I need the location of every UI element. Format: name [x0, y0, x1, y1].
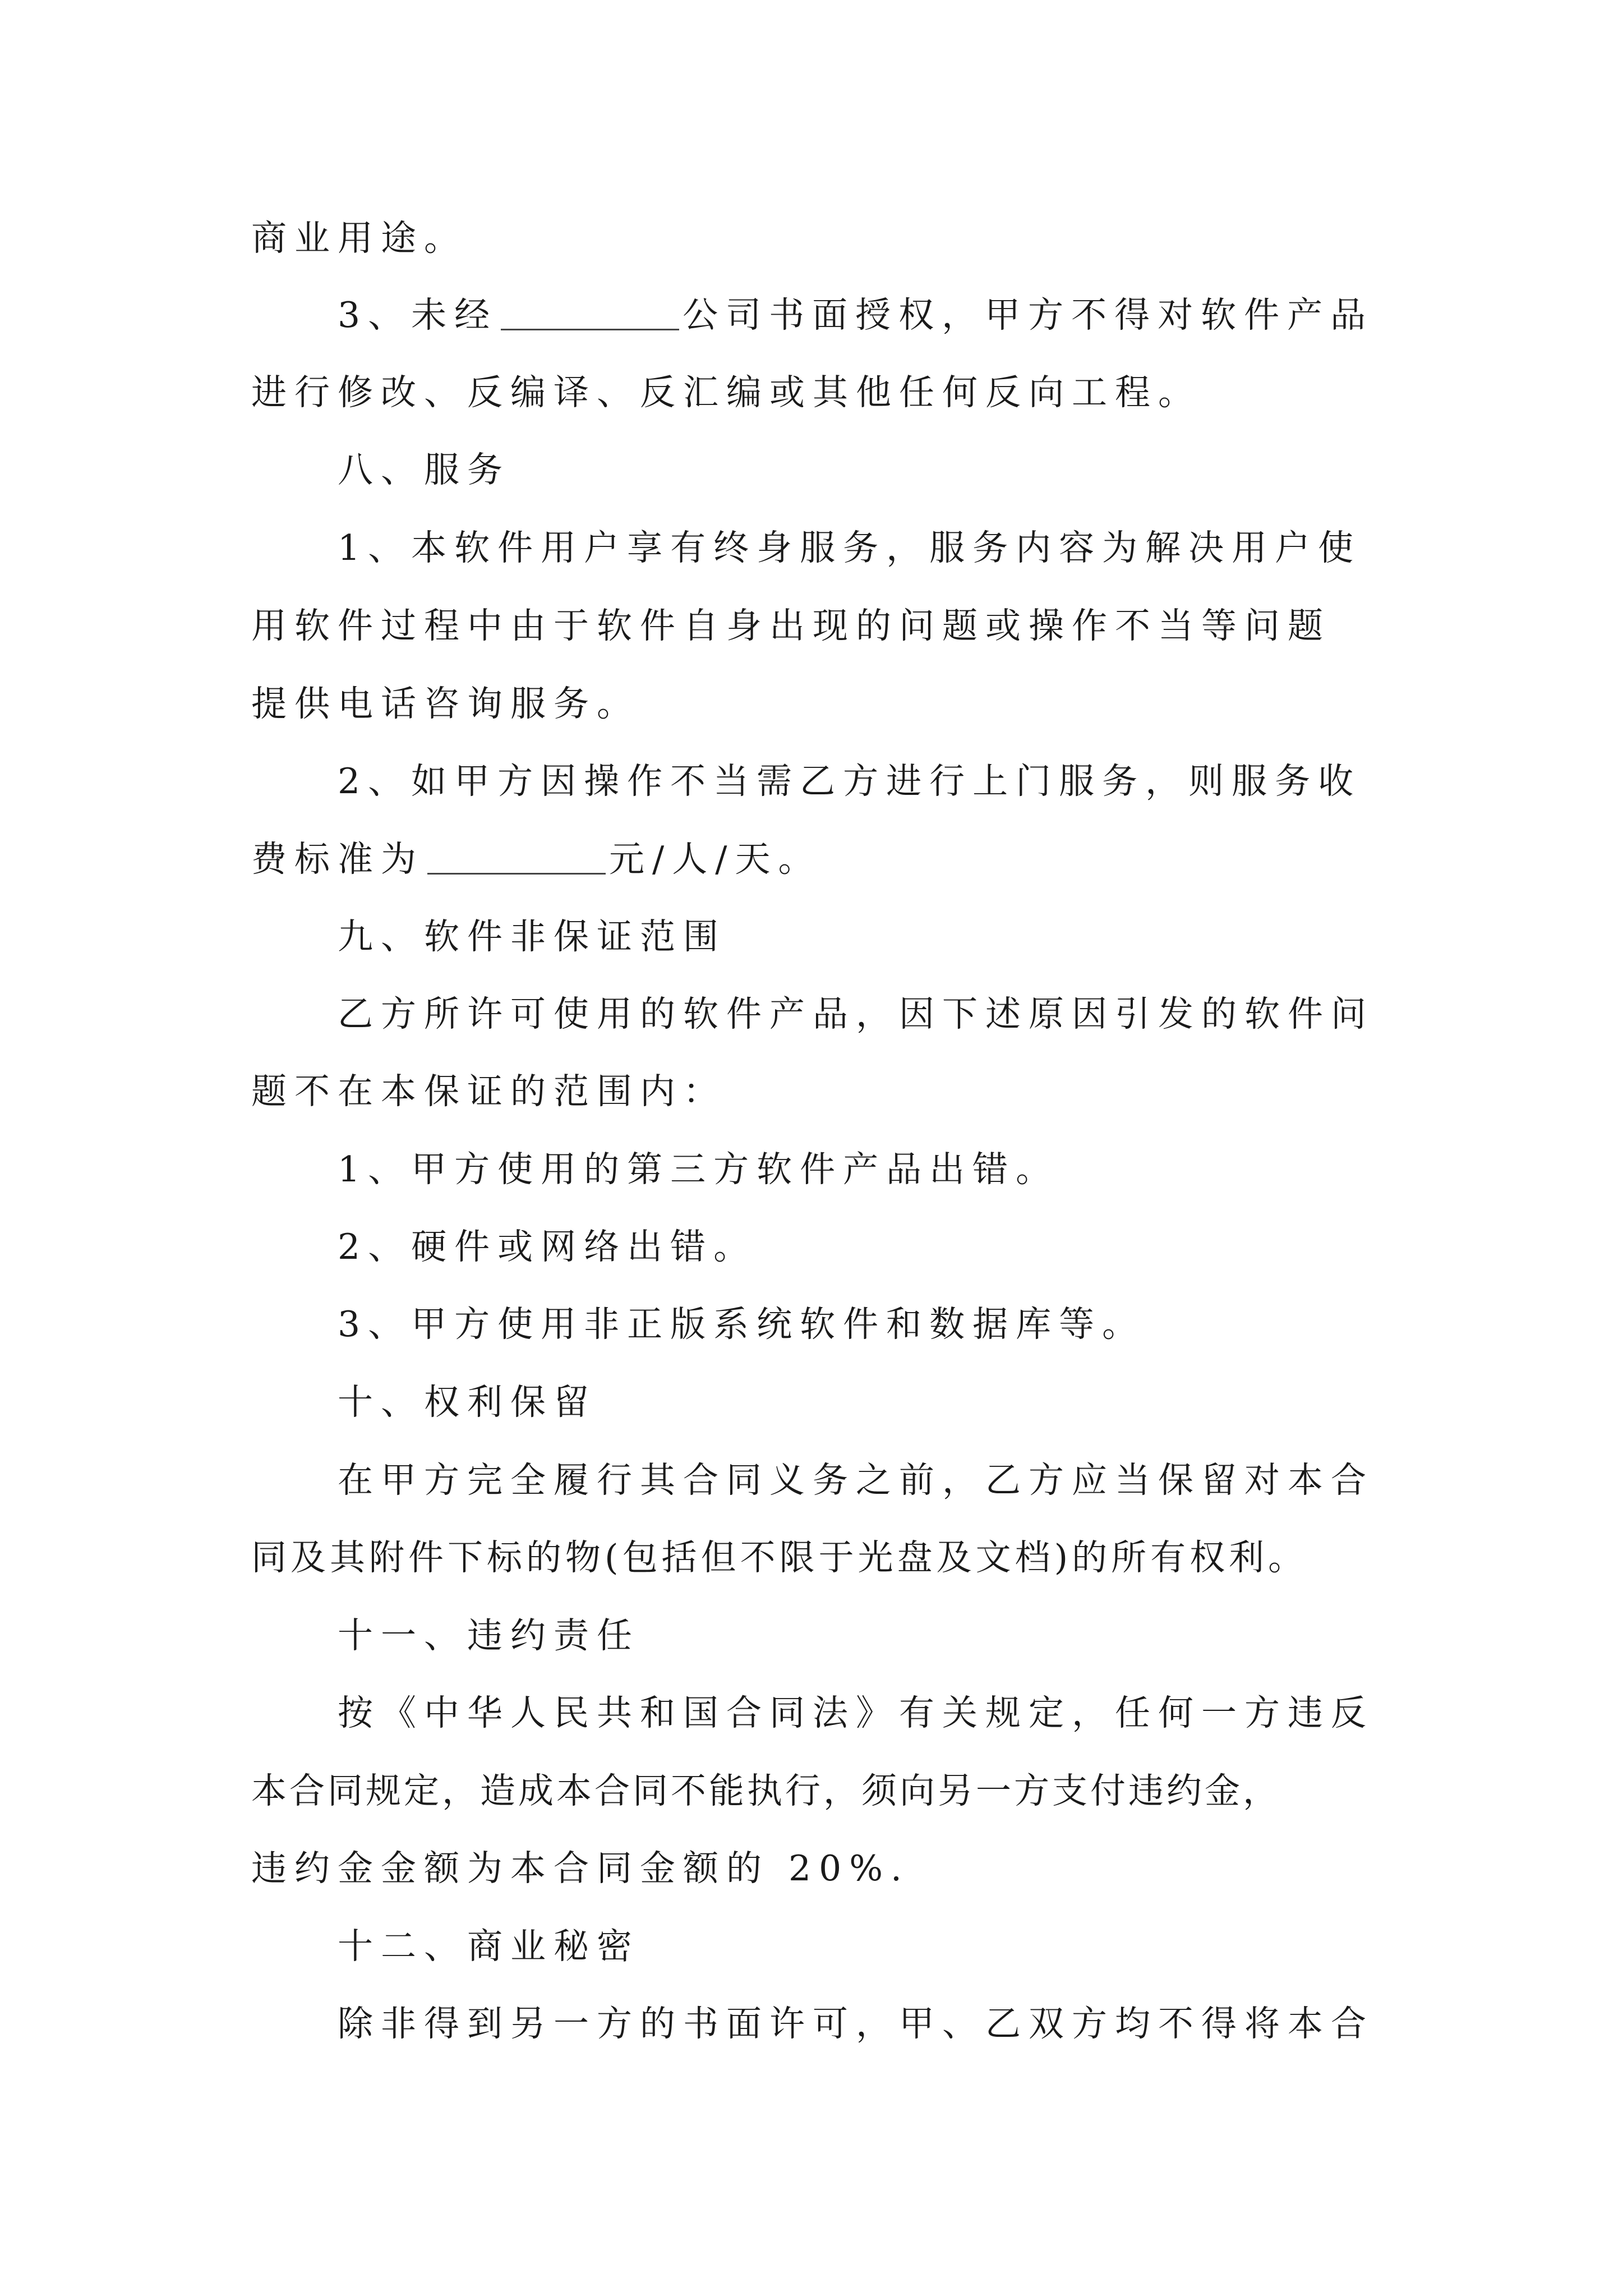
- text-line: [338, 287, 1390, 343]
- line-segment: 公司书面授权，甲方不得对软件产品: [683, 295, 1374, 335]
- text-line: 1、本软件用户享有终身服务，服务内容为解决用户使: [338, 527, 1362, 568]
- section-heading: 八、服务: [338, 449, 510, 490]
- text-line: 违约金金额为本合同金额的 20%.: [251, 1848, 910, 1889]
- fill-in-blank: [427, 834, 606, 875]
- text-line: 提供电话咨询服务。: [251, 683, 640, 724]
- section-heading: 十、权利保留: [338, 1382, 597, 1423]
- text-line: [251, 831, 1390, 887]
- text-line: 商业用途。: [251, 218, 467, 259]
- text-line: 题不在本保证的范围内：: [251, 1071, 726, 1112]
- text-line: 本合同规定，造成本合同不能执行，须向另一方支付违约金，: [251, 1770, 1281, 1811]
- text-line: 进行修改、反编译、反汇编或其他任何反向工程。: [251, 372, 1201, 413]
- text-line: 1、甲方使用的第三方软件产品出错。: [338, 1149, 1059, 1190]
- text-line: 3、甲方使用非正版系统软件和数据库等。: [338, 1304, 1146, 1345]
- line-segment: 3、未经: [338, 295, 498, 335]
- text-line: 2、硬件或网络出错。: [338, 1226, 757, 1267]
- line-segment: 元/人/天。: [609, 839, 822, 880]
- text-line: 乙方所许可使用的软件产品，因下述原因引发的软件问: [338, 993, 1374, 1034]
- text-line: 用软件过程中由于软件自身出现的问题或操作不当等问题: [251, 605, 1331, 646]
- line-segment: 费标准为: [251, 839, 424, 880]
- section-heading: 十二、商业秘密: [338, 1926, 640, 1967]
- text-line: 按《中华人民共和国合同法》有关规定，任何一方违反: [338, 1692, 1374, 1733]
- text-line: 在甲方完全履行其合同义务之前，乙方应当保留对本合: [338, 1460, 1374, 1501]
- section-heading: 十一、违约责任: [338, 1615, 640, 1656]
- section-heading: 九、软件非保证范围: [338, 916, 726, 957]
- text-line: 同及其附件下标的物(包括但不限于光盘及文档)的所有权利。: [251, 1537, 1308, 1578]
- text-line: 2、如甲方因操作不当需乙方进行上门服务，则服务收: [338, 761, 1362, 802]
- text-line: 除非得到另一方的书面许可，甲、乙双方均不得将本合: [338, 2003, 1374, 2044]
- fill-in-blank: [501, 289, 679, 330]
